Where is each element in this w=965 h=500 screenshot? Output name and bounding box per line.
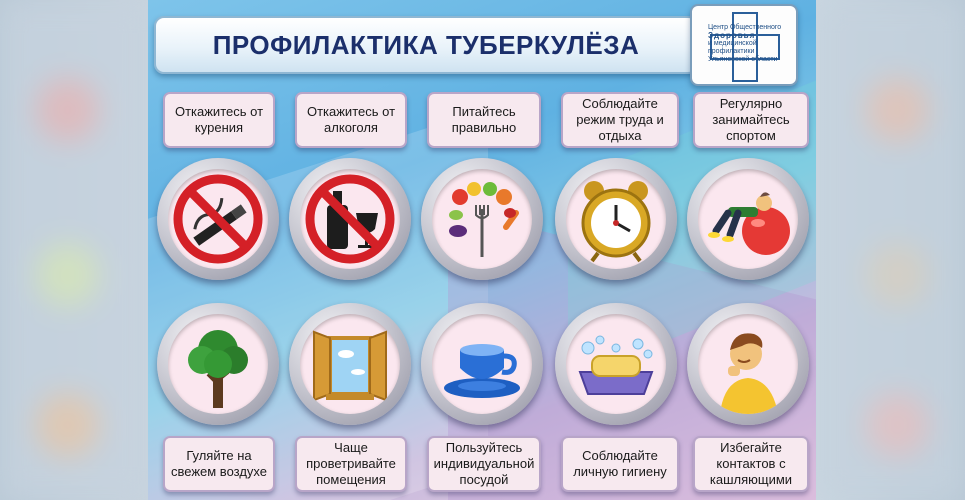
tip-label-sport: Регулярно занимайтесь спортом (693, 92, 809, 148)
tree-icon (168, 314, 268, 414)
alarm-clock-icon (566, 169, 666, 269)
exercise-ball-icon (698, 169, 798, 269)
cup-icon (432, 314, 532, 414)
tip-circle-sport (687, 158, 809, 280)
tip-label-own-dishes: Пользуйтесь индивидуальной посудой (427, 436, 541, 492)
tip-label-fresh-air: Гуляйте на свежем воздухе (163, 436, 275, 492)
tip-label-healthy-food: Питайтесь правильно (427, 92, 541, 148)
tip-circle-hygiene (555, 303, 677, 425)
tip-circle-work-rest (555, 158, 677, 280)
blurred-background-left (0, 0, 150, 500)
tip-label-ventilate: Чаще проветривайте помещения (295, 436, 407, 492)
tip-circle-no-alcohol (289, 158, 411, 280)
blurred-background-right (815, 0, 965, 500)
poster-title-bar (154, 16, 698, 74)
open-window-icon (300, 314, 400, 414)
tip-circle-fresh-air (157, 303, 279, 425)
no-alcohol-icon (300, 169, 400, 269)
tip-circle-ventilate (289, 303, 411, 425)
tip-circle-no-smoking (157, 158, 279, 280)
tip-label-no-smoking: Откажитесь от курения (163, 92, 275, 148)
tip-label-hygiene: Соблюдайте личную гигиену (561, 436, 679, 492)
poster (148, 0, 816, 500)
tip-label-work-rest: Соблюдайте режим труда и отдыха (561, 92, 679, 148)
no-smoking-icon (168, 169, 268, 269)
tip-label-avoid-coughing: Избегайте контактов с кашляющими (693, 436, 809, 492)
tip-circle-healthy-food (421, 158, 543, 280)
coughing-person-icon (698, 314, 798, 414)
logo: Центр Общественного Здоровья и медицинской профилактики Ульяновской области (690, 4, 798, 86)
tip-circle-own-dishes (421, 303, 543, 425)
soap-icon (566, 314, 666, 414)
healthy-food-icon (432, 169, 532, 269)
poster-title: ПРОФИЛАКТИКА ТУБЕРКУЛЁЗА (212, 29, 640, 60)
tip-label-no-alcohol: Откажитесь от алкоголя (295, 92, 407, 148)
tip-circle-avoid-coughing (687, 303, 809, 425)
